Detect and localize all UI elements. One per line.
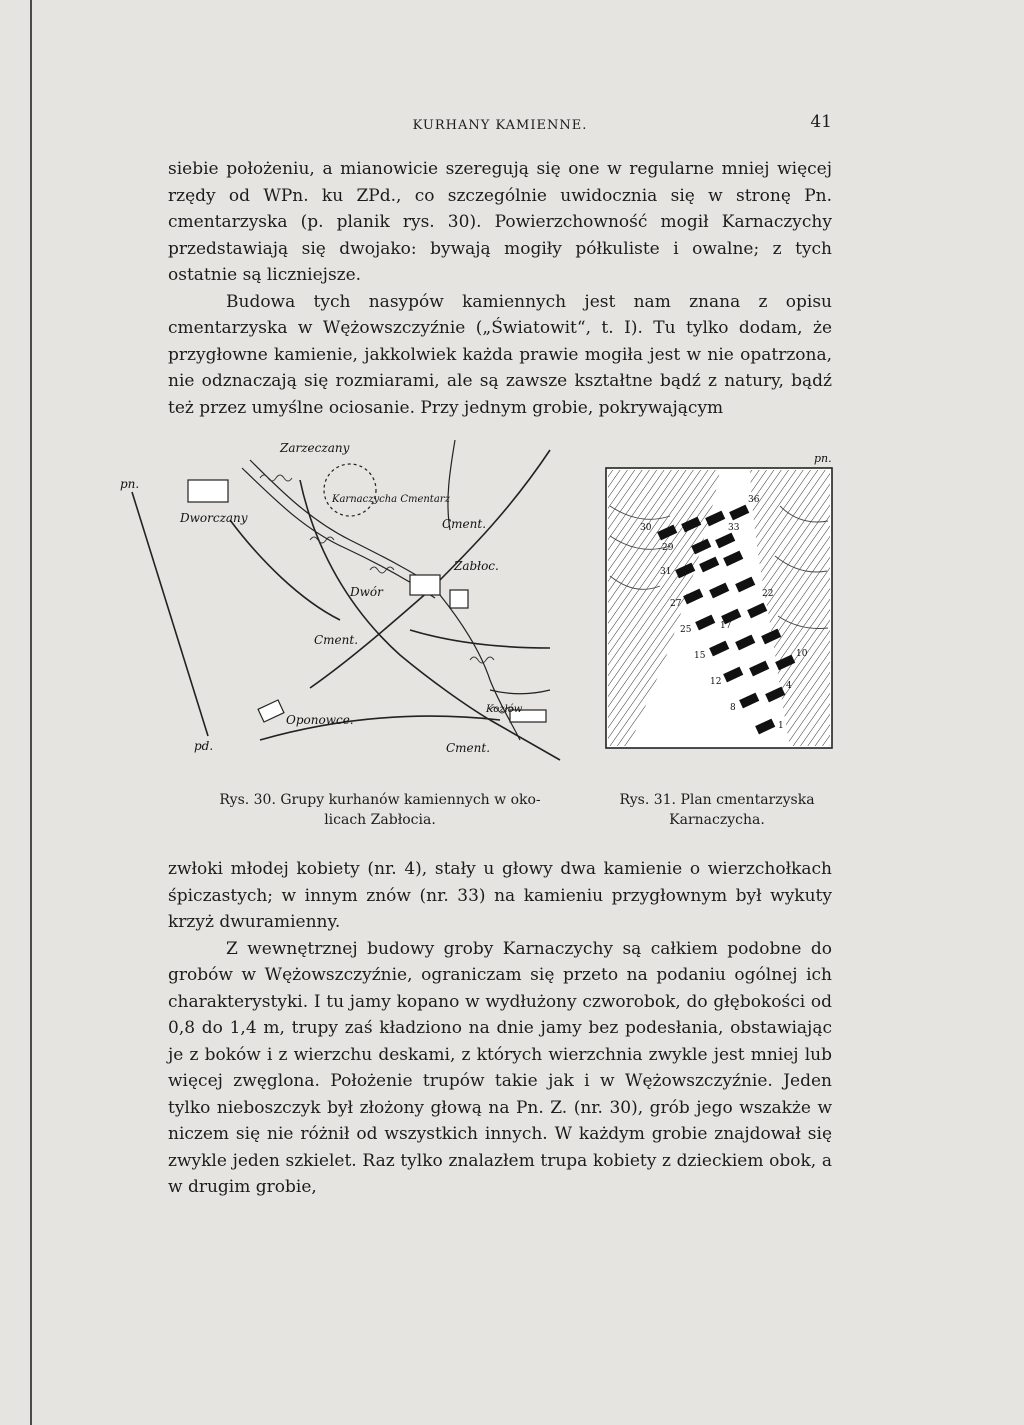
- plan-north-label: pn.: [814, 452, 832, 465]
- page-edge: [30, 0, 32, 1425]
- paragraph-budowa: Budowa tych nasypów kamiennych jest nam znana z opisu cmentarzyska w Wężowszczyźnie („Światowit“, t. I). Tu tylko dodam, że przygłowne kamienie, jakkolwiek każda prawie mogiła jest w nie opatrzona, nie odznaczają się rozmiarami, ale są zawsze kształtne bądź z natury, bądź też przez umyślne ociosanie. Przy jednym grobie, pokrywającym: [168, 291, 832, 418]
- plan-grave-number: 31: [660, 567, 672, 577]
- map-road-east: [410, 630, 550, 648]
- plan-grave-number: 12: [710, 677, 722, 687]
- plan-grave-number: 36: [748, 495, 760, 505]
- map-settlement-oponowce: [258, 700, 284, 722]
- paragraph-zwloki: zwłoki młodej kobiety (nr. 4), stały u głowy dwa kamienie o wierzchołkach śpiczastych; w innym znów (nr. 33) na kamieniu przygłownym był wykuty krzyż dwuramienny.: [168, 859, 832, 932]
- map-settlement-zabloc: [450, 590, 468, 608]
- plan-grave-number: 33: [728, 523, 740, 533]
- map-label-north: pn.: [120, 477, 140, 491]
- map-label-kozlow: Kozłów: [486, 704, 523, 715]
- figure-30-map: [110, 420, 590, 792]
- map-settlement-dworczany: [188, 480, 228, 502]
- map-label-south: pd.: [194, 739, 214, 753]
- map-north-south-line: [132, 492, 208, 736]
- plan-grave-number: 1: [778, 721, 784, 731]
- map-label-oponowce: Oponowce.: [286, 713, 354, 727]
- body-text-top: [168, 156, 832, 421]
- plan-grave-number: 29: [662, 543, 674, 553]
- page-header: [168, 110, 832, 140]
- plan-grave-number: 22: [762, 589, 774, 599]
- map-label-zarzeczany: Zarzeczany: [280, 441, 350, 455]
- plan-grave-number: 25: [680, 625, 692, 635]
- map-label-cment-w: Cment.: [314, 633, 359, 647]
- plan-grave-number: 27: [670, 599, 682, 609]
- map-label-dwor: Dwór: [350, 585, 383, 599]
- figure-30-caption-line2: licach Zabłocia.: [324, 812, 436, 828]
- map-label-karnaczycha: Karnaczycha Cmentarz: [332, 494, 450, 505]
- running-head: KURHANY KAMIENNE.: [412, 118, 588, 133]
- paragraph-continued: siebie położeniu, a mianowicie szeregują się one w regularne mniej więcej rzędy od WPn. ku ZPd., co szczególnie uwidocznia się w stronę Pn. cmentarzyska (p. planik rys. 30). Powierzchowność mogił Karnaczychy przedstawiają się dwojako: bywają mogiły półkuliste i owalne; z tych ostatnie są liczniejsze.: [168, 159, 832, 285]
- plan-grave-number: 30: [640, 523, 652, 533]
- figure-31-caption-line1: Rys. 31. Plan cmentarzyska: [619, 792, 815, 808]
- map-stream-east: [490, 690, 550, 694]
- plan-grave-number: 4: [786, 681, 792, 691]
- figure-30-caption: [170, 790, 590, 830]
- map-cemetery-karnaczycha: [324, 464, 376, 516]
- figure-31-plan: [600, 446, 850, 782]
- map-bottom-line: [490, 720, 560, 760]
- map-label-cment-ne: Cment.: [442, 517, 487, 531]
- figure-30-caption-line1: Rys. 30. Grupy kurhanów kamiennych w oko-: [219, 792, 541, 808]
- plan-grave-number: 15: [694, 651, 706, 661]
- body-text-bottom: [168, 856, 832, 1201]
- figure-31-caption: [594, 790, 840, 830]
- map-river-1: [250, 460, 440, 590]
- map-label-dworczany: Dworczany: [180, 511, 248, 525]
- map-label-cment-s: Cment.: [446, 741, 491, 755]
- page-number: 41: [810, 112, 832, 132]
- figure-31-caption-line2: Karnaczycha.: [669, 812, 765, 828]
- plan-grave-number: 10: [796, 649, 808, 659]
- map-settlement-dwor: [410, 575, 440, 595]
- map-road-west: [230, 520, 340, 620]
- map-label-zabloc: Zabłoc.: [454, 559, 499, 573]
- paragraph-budowa-wewnetrzna: Z wewnętrznej budowy groby Karnaczychy są całkiem podobne do grobów w Wężowszczyźnie, ograniczam się przeto na podaniu ogólnej ich charakterystyki. I tu jamy kopano w wydłużony czworobok, do głębokości od 0,8 do 1,4 m, trupy zaś kładziono na dnie jamy bez podesłania, obstawiając je z boków i z wierzchu deskami, z których wierzchnia zwykle jest mniej lub więcej zwęglona. Położenie trupów takie jak i w Wężowszczyźnie. Jeden tylko nieboszczyk był złożony głową na Pn. Z. (nr. 30), grób jego wszakże w niczem się nie różnił od wszystkich innych. W każdym grobie znajdował się zwykle jeden szkielet. Raz tylko znalazłem trupa kobiety z dzieckiem obok, a w drugim grobie,: [168, 938, 832, 1197]
- map-road-diagonal: [310, 450, 550, 688]
- plan-grave-number: 17: [720, 621, 732, 631]
- plan-grave-number: 8: [730, 703, 736, 713]
